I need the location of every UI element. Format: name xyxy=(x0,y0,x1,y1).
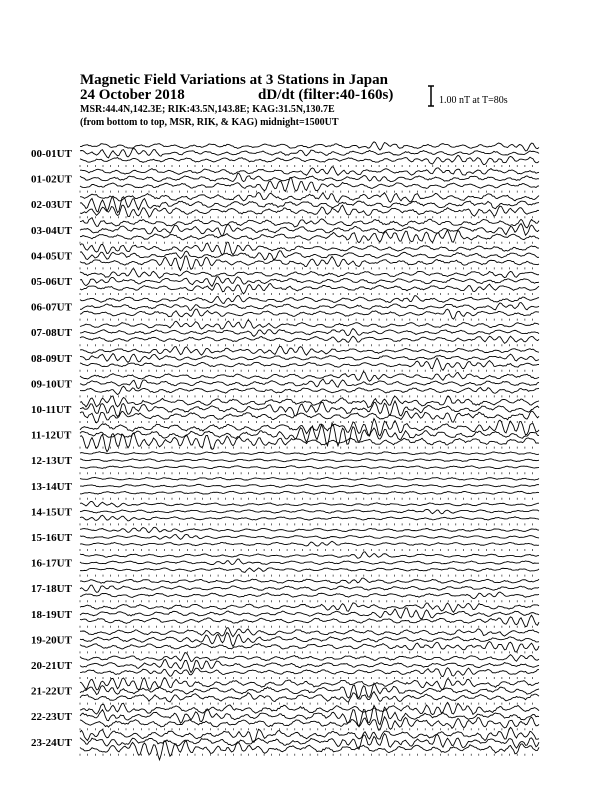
hour-label: 15-16UT xyxy=(31,532,72,544)
trace-kag xyxy=(80,578,539,583)
trace-rik xyxy=(80,354,539,363)
trace-kag xyxy=(80,603,539,612)
trace-msr xyxy=(80,615,539,626)
trace-rik xyxy=(80,302,539,310)
trace-rik xyxy=(80,534,539,539)
chart-date: 24 October 2018 xyxy=(80,87,185,103)
minute-ticks xyxy=(80,600,533,602)
hour-label: 01-02UT xyxy=(31,173,72,186)
hour-label: 12-13UT xyxy=(31,455,72,468)
trace-kag xyxy=(80,501,539,507)
hour-label: 17-18UT xyxy=(31,583,72,596)
trace-msr xyxy=(80,568,539,573)
chart-quantity: dD/dt (filter:40-160s) xyxy=(258,87,394,103)
minute-ticks xyxy=(80,472,533,474)
trace-msr xyxy=(80,692,539,702)
chart-title: Magnetic Field Variations at 3 Stations in Japan xyxy=(80,72,388,88)
hour-label: 14-15UT xyxy=(31,506,72,519)
minute-ticks xyxy=(80,395,533,397)
minute-ticks xyxy=(80,370,533,372)
hour-label: 22-23UT xyxy=(31,711,72,724)
trace-kag xyxy=(80,296,539,304)
trace-kag xyxy=(80,242,539,255)
hour-label: 13-14UT xyxy=(31,480,72,493)
trace-kag xyxy=(80,628,539,637)
trace-msr xyxy=(80,491,539,494)
trace-kag xyxy=(80,527,539,532)
hour-label: 08-09UT xyxy=(31,352,72,365)
hour-label: 10-11UT xyxy=(31,404,72,416)
minute-ticks xyxy=(80,575,533,577)
trace-rik xyxy=(80,608,539,619)
trace-rik xyxy=(80,251,539,260)
trace-kag xyxy=(80,653,539,662)
minute-ticks xyxy=(80,754,533,756)
trace-rik xyxy=(80,329,539,337)
trace-rik xyxy=(80,401,539,416)
hour-label: 11-12UT xyxy=(31,429,72,442)
hour-label: 23-24UT xyxy=(31,736,72,749)
trace-rik xyxy=(80,509,539,513)
hour-label: 20-21UT xyxy=(31,660,72,672)
station-coordinates: MSR:44.4N,142.3E; RIK:43.5N,143.8E; KAG:31.5N,130.7E xyxy=(80,104,335,115)
minute-ticks xyxy=(80,498,533,500)
minute-ticks xyxy=(80,319,533,321)
trace-rik xyxy=(80,174,539,182)
trace-msr xyxy=(80,336,539,343)
trace-msr xyxy=(80,592,539,598)
minute-ticks xyxy=(80,216,533,218)
trace-kag xyxy=(80,371,539,381)
scale-bar-label: 1.00 nT at T=80s xyxy=(439,95,508,106)
hour-label: 18-19UT xyxy=(31,608,72,621)
trace-rik xyxy=(80,379,539,389)
trace-kag xyxy=(80,346,539,355)
trace-rik xyxy=(80,423,539,446)
minute-ticks xyxy=(80,728,533,730)
trace-msr xyxy=(80,466,539,469)
minute-ticks xyxy=(80,703,533,705)
minute-ticks xyxy=(80,549,533,551)
trace-msr xyxy=(80,155,539,164)
trace-kag xyxy=(80,142,539,151)
trace-msr xyxy=(80,433,539,452)
trace-rik xyxy=(80,585,539,592)
minute-ticks xyxy=(80,421,533,423)
trace-kag xyxy=(80,218,539,228)
trace-rik xyxy=(80,277,539,287)
hour-label: 16-17UT xyxy=(31,557,72,570)
hour-label: 05-06UT xyxy=(31,276,72,288)
trace-rik xyxy=(80,224,539,236)
trace-msr xyxy=(80,386,539,394)
trace-rik xyxy=(80,148,539,157)
hour-label: 21-22UT xyxy=(31,685,72,698)
trace-msr xyxy=(80,177,539,191)
trace-msr xyxy=(80,283,539,294)
hour-label: 02-03UT xyxy=(31,199,72,212)
trace-kag xyxy=(80,167,539,176)
hour-label: 09-10UT xyxy=(31,378,72,391)
trace-kag xyxy=(80,678,539,690)
trace-msr xyxy=(80,541,539,546)
trace-msr xyxy=(80,741,539,760)
minute-ticks xyxy=(80,267,533,269)
minute-ticks xyxy=(80,447,533,449)
trace-rik xyxy=(80,559,539,564)
trace-kag xyxy=(80,269,539,278)
trace-kag xyxy=(80,477,539,480)
trace-rik xyxy=(80,683,539,698)
minute-ticks xyxy=(80,242,533,244)
minute-ticks xyxy=(80,677,533,679)
trace-msr xyxy=(80,358,539,370)
trace-kag xyxy=(80,396,539,407)
minute-ticks xyxy=(80,293,533,295)
minute-ticks xyxy=(80,165,533,167)
trace-msr xyxy=(80,230,539,243)
hour-label: 03-04UT xyxy=(31,224,72,237)
trace-rik xyxy=(80,459,539,462)
hour-label: 07-08UT xyxy=(31,327,72,340)
trace-msr xyxy=(80,642,539,653)
trace-kag xyxy=(80,320,539,329)
trace-msr xyxy=(80,668,539,677)
minute-ticks xyxy=(80,651,533,653)
trace-msr xyxy=(80,309,539,319)
minute-ticks xyxy=(80,626,533,628)
trace-kag xyxy=(80,452,539,455)
hour-label: 00-01UT xyxy=(31,148,72,160)
hour-label: 04-05UT xyxy=(31,250,72,263)
station-order-note: (from bottom to top, MSR, RIK, & KAG) midnight=1500UT xyxy=(80,117,339,128)
hour-label: 06-07UT xyxy=(31,301,72,314)
minute-ticks xyxy=(80,523,533,525)
trace-msr xyxy=(80,515,539,521)
trace-kag xyxy=(80,552,539,558)
minute-ticks xyxy=(80,344,533,346)
minute-ticks xyxy=(80,191,533,193)
hour-label: 19-20UT xyxy=(31,634,72,647)
trace-rik xyxy=(80,484,539,487)
